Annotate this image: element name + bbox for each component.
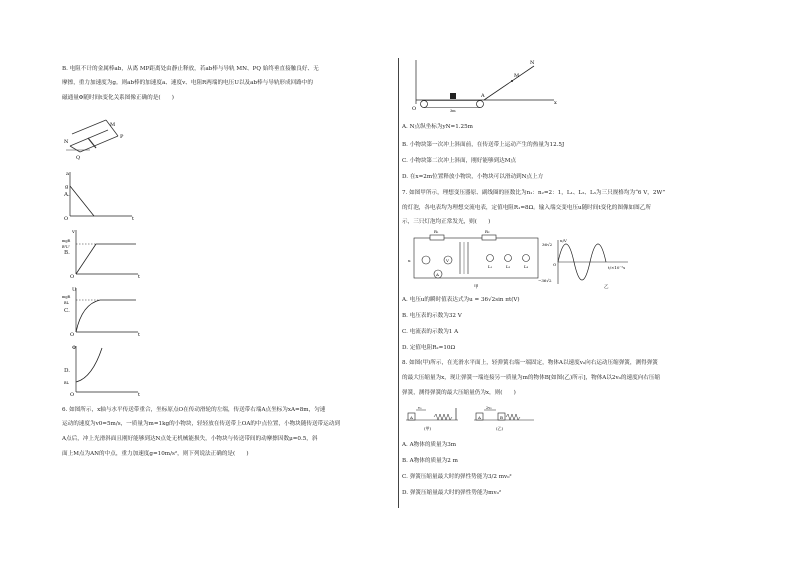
graph-d-y: Φ bbox=[72, 345, 77, 351]
fig7-u: u bbox=[408, 258, 411, 263]
fig8-A2: A bbox=[478, 415, 481, 420]
q7-voltage-graph bbox=[538, 238, 638, 290]
fig7-L1: L₁ bbox=[488, 264, 493, 269]
fig7-bot: −36√2 bbox=[538, 278, 552, 283]
q5-option-c: C. bbox=[64, 308, 70, 314]
fig7-V: V bbox=[446, 258, 449, 263]
q7-option-a: A. 电压u的瞬时值表达式为u = 36√2sin πt(V) bbox=[402, 297, 520, 303]
q7-line1: 7. 如图甲所示，理想变压器原、副线圈的匝数比为n₁：n₂=2：1，L₁、L₂、L₃为三只规格均为“6 V，2W” bbox=[402, 190, 666, 196]
graph-c-tick: mgR bbox=[62, 295, 71, 299]
q8-option-a: A. A物体的质量为3m bbox=[402, 442, 457, 448]
graph-a-g: g bbox=[65, 184, 69, 190]
q5-line2: 摩擦，重力加速度为g。则ab棒的加速度a、速度v、电阻R两端的电压U以及ab棒与导轨形成回路中的 bbox=[62, 80, 313, 86]
q6-option-a: A. N点纵坐标为yN=1.25m bbox=[402, 124, 473, 130]
graph-d-x: t bbox=[138, 392, 141, 398]
q5-graph-d bbox=[64, 344, 146, 398]
q6-option-c: C. 小物块第二次冲上斜面，刚好能够到达M点 bbox=[402, 158, 517, 164]
q6-line3: A点后，冲上光滑斜面且刚好能够到达N点处无机械能损失，小物块与传送带间的动摩擦因数μ=0.5，斜 bbox=[62, 436, 318, 442]
graph-a-o: O bbox=[64, 216, 69, 222]
q6-line1: 6. 如图所示，x轴与水平传送带重合，坐标原点O在传动滑轮的左端，传送带右端A点坐标为xA=8m，匀速 bbox=[62, 407, 326, 413]
fig6-M: M bbox=[514, 73, 520, 79]
fig6-A: A bbox=[481, 93, 485, 99]
q7-option-d: D. 定值电阻R₂=10Ω bbox=[402, 345, 456, 351]
fig8-jia: (甲) bbox=[424, 426, 432, 431]
graph-c-y: U bbox=[72, 287, 77, 293]
graph-c-x: t bbox=[138, 332, 141, 338]
q7-line2: 的灯泡，各电表均为理想交流电表，定值电阻R₁=8Ω。输入端交变电压u随时间t变化的图像如图乙所 bbox=[402, 205, 651, 211]
q5-line3: 磁通量Φ随时间t变化关系图像正确的是( ) bbox=[62, 95, 174, 101]
q7-option-b: B. 电压表的示数为32 V bbox=[402, 313, 462, 319]
q6-conveyor-figure bbox=[410, 60, 560, 114]
q5-graph-a bbox=[64, 170, 140, 222]
q7-circuit-figure bbox=[408, 229, 548, 290]
fig7-R1: R₁ bbox=[434, 229, 439, 234]
q6-option-b: B. 小物块第一次冲上斜面前，在传送带上运动产生的热量为12.5J bbox=[402, 142, 565, 148]
fig7-L3: L₃ bbox=[524, 264, 529, 269]
q5-option-d: D. bbox=[64, 368, 71, 374]
graph-b-tick2: B²L² bbox=[62, 245, 70, 249]
graph-b-tick: mgR bbox=[62, 239, 71, 243]
graph-d-tick: BL bbox=[64, 381, 69, 385]
fig7-axis: t/×10⁻²s bbox=[608, 265, 626, 270]
fig7-L2: L₂ bbox=[506, 264, 511, 269]
fig6-scale: 3m bbox=[450, 109, 456, 113]
q8-line2: 的最大压缩量为x，现让弹簧一端连接另一质量为m的物体B[如图(乙)所示]，物体A以2v₀的速度向右压缩 bbox=[402, 375, 661, 381]
label-M: M bbox=[110, 122, 116, 128]
graph-b-y: v bbox=[72, 229, 75, 235]
q6-line4: 面上M点为AN的中点，重力加速度g=10m/s²，则下列说法正确的是( ) bbox=[62, 451, 249, 457]
label-Q: Q bbox=[76, 155, 81, 161]
fig6-N: N bbox=[530, 60, 535, 66]
q8-option-d: D. 弹簧压缩量最大时的弹性势能为mv₀² bbox=[402, 490, 502, 496]
graph-b-o: O bbox=[70, 274, 75, 280]
q8-option-c: C. 弹簧压缩量最大时的弹性势能为3/2 mv₀² bbox=[402, 474, 512, 480]
q5-option-a: A. bbox=[64, 192, 70, 198]
q6-line2: 运动的速度为v0=5m/s，一质量为m=1kg的小物块，轻轻放在传送带上OA的中点位置，小物块随传送带运动到 bbox=[62, 421, 340, 427]
fig8-B2: B bbox=[500, 415, 503, 420]
fig7-u-axis: u/V bbox=[560, 238, 567, 243]
q7-line3: 示，三只灯泡均正常发光，则( ) bbox=[402, 219, 491, 225]
graph-c-tick2: BL bbox=[64, 301, 69, 305]
q8-line3: 弹簧，测得弹簧的最大压缩量仍为x，则( ) bbox=[402, 390, 516, 396]
fig8-v1: v₀ bbox=[418, 406, 422, 410]
label-N: N bbox=[64, 139, 69, 145]
label-P: P bbox=[120, 134, 124, 140]
graph-d-o: O bbox=[70, 392, 75, 398]
fig8-v2: 2v₀ bbox=[486, 406, 492, 410]
q7-option-c: C. 电流表的示数为1 A bbox=[402, 329, 459, 335]
q8-line1: 8. 如图(甲)所示，在光滑水平面上，轻弹簧右端一端固定，物体A以速度v₀向右运动压缩弹簧，测得弹簧 bbox=[402, 360, 658, 366]
fig8-yi: (乙) bbox=[496, 426, 504, 431]
graph-c-o: O bbox=[70, 332, 75, 338]
fig7-R2: R₂ bbox=[485, 229, 490, 234]
graph-b-x: t bbox=[138, 274, 141, 280]
graph-a-x: t bbox=[132, 216, 135, 222]
graph-a-y: a bbox=[66, 171, 69, 177]
q6-option-d: D. 在x=2m位置释放小物块，小物块可以滑动到N点上方 bbox=[402, 174, 544, 180]
fig6-O: O bbox=[412, 106, 417, 112]
q5-graph-c bbox=[62, 286, 146, 338]
fig7-yi: 乙 bbox=[604, 285, 609, 290]
fig8-A1: A bbox=[410, 415, 413, 420]
q8-spring-figure bbox=[404, 404, 544, 438]
fig7-jia: 甲 bbox=[474, 285, 479, 290]
fig7-o: O bbox=[553, 262, 557, 267]
q5-rail-figure bbox=[66, 116, 130, 160]
column-divider bbox=[398, 58, 399, 508]
q8-option-b: B. A物体的质量为2 m bbox=[402, 458, 458, 464]
q5-line1: B. 电阻不计的金属棒ab，从离 MP距离处由静止释放，若ab棒与导轨 MN、PQ 始终垂直接触良好、无 bbox=[62, 66, 319, 72]
fig7-A: A bbox=[436, 272, 439, 277]
fig6-x: x bbox=[554, 100, 557, 106]
fig7-top: 36√2 bbox=[542, 242, 553, 247]
q5-graph-b bbox=[62, 228, 146, 280]
q5-option-b: B. bbox=[64, 250, 70, 256]
